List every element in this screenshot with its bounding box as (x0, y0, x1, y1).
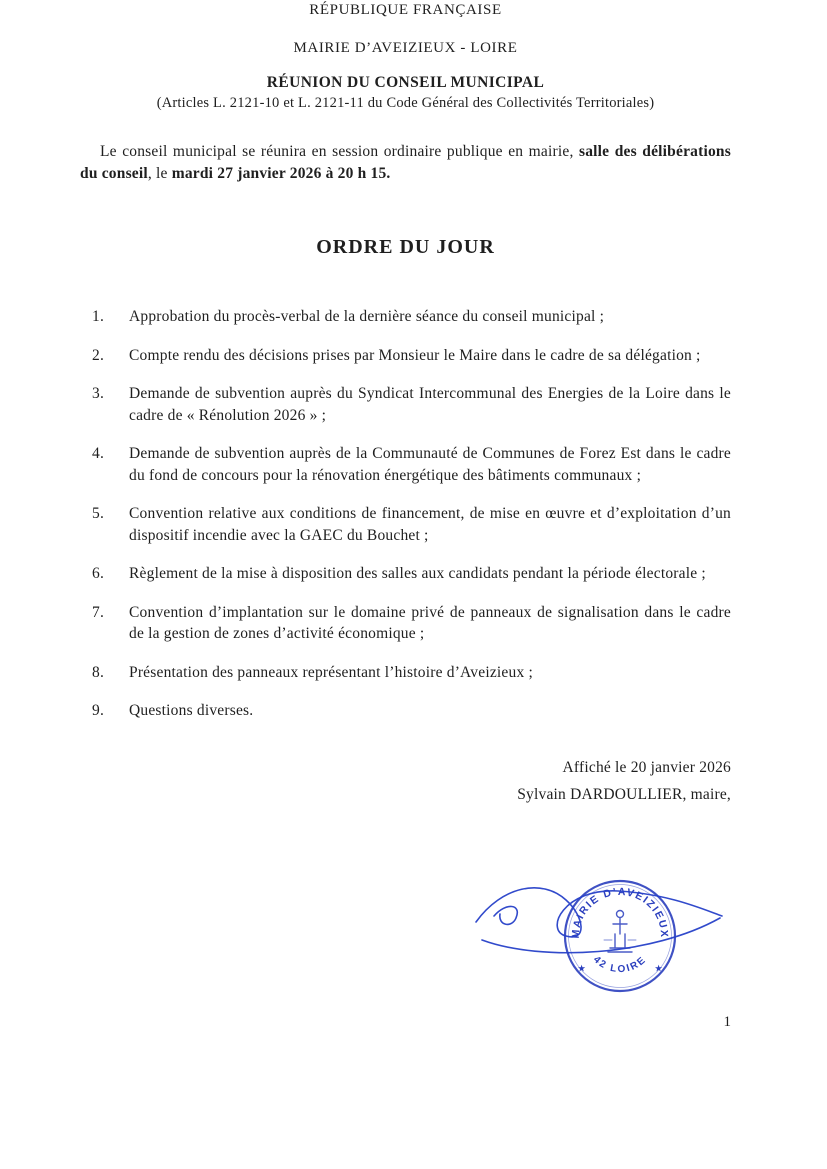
agenda-item-number: 3. (92, 385, 105, 402)
meeting-title: RÉUNION DU CONSEIL MUNICIPAL (266, 74, 545, 91)
agenda-item-text: Compte rendu des décisions prises par Monsieur le Maire dans le cadre de sa délégation ; (129, 346, 701, 364)
agenda-item (92, 662, 731, 684)
page-number: 1 (723, 1014, 731, 1030)
agenda-item (92, 443, 731, 486)
mairie-title: MAIRIE D’AVEIZIEUX - LOIRE (293, 40, 518, 56)
mayor-stamp-and-signature (470, 858, 730, 1008)
agenda-title: ORDRE DU JOUR (316, 236, 495, 258)
agenda-item-number: 2. (92, 346, 105, 364)
agenda-item (92, 306, 731, 328)
agenda-item (92, 563, 731, 585)
stamp-star-left-icon: ★ (578, 964, 586, 973)
agenda-item-text: Demande de subvention auprès de la Communauté de Communes de Forez Est dans le cadre du fond de concours pour la rénovation énergétique des bâtiments communaux ; (129, 445, 731, 484)
intro-text-1: Le conseil municipal se réunira en session ordinaire publique en mairie, (100, 143, 579, 160)
articles-reference: (Articles L. 2121-10 et L. 2121-11 du Code Général des Collectivités Territoriales) (156, 95, 655, 111)
agenda-item (92, 700, 731, 722)
agenda-item-number: 5. (92, 505, 105, 522)
svg-text:42 LOIRE (591, 954, 649, 975)
intro-text-4: mardi 27 janvier 2026 à 20 h 15. (171, 165, 391, 182)
signature-icon (476, 885, 722, 953)
signatory-name: Sylvain DARDOULLIER, maire, (517, 785, 731, 803)
agenda-item-text: Demande de subvention auprès du Syndicat Intercommunal des Energies de la Loire dans le cadre de « Rénolution 2026 » ; (129, 385, 731, 424)
agenda-item-text: Approbation du procès-verbal de la dernière séance du conseil municipal ; (129, 308, 605, 325)
agenda-item (92, 503, 731, 546)
stamp-emblem-icon (604, 911, 636, 953)
intro-text-3: , le (147, 165, 172, 182)
agenda-item-text: Questions diverses. (129, 702, 254, 719)
agenda-item (92, 345, 731, 367)
agenda-item (92, 383, 731, 426)
agenda-item-text: Présentation des panneaux représentant l’histoire d’Aveizieux ; (129, 663, 533, 681)
agenda-list (80, 306, 731, 722)
intro-text-2: salle des délibérations du conseil (80, 143, 731, 182)
agenda-item-number: 7. (92, 603, 105, 621)
agenda-item-number: 6. (92, 565, 105, 582)
agenda-item-text: Convention d’implantation sur le domaine privé de panneaux de signalisation dans le cadre de la gestion de zones d’activité économique ; (129, 603, 731, 642)
signature-block (80, 754, 731, 808)
stamp-bottom-text: 42 LOIRE (591, 954, 649, 976)
agenda-item-text: Règlement de la mise à disposition des salles aux candidats pendant la période électorale ; (129, 565, 706, 582)
agenda-item-number: 8. (92, 663, 105, 681)
stamp-star-right-icon: ★ (655, 964, 663, 973)
agenda-item (92, 602, 731, 645)
republic-title: RÉPUBLIQUE FRANÇAISE (309, 2, 502, 18)
agenda-item-number: 9. (92, 702, 105, 719)
intro-paragraph (80, 141, 731, 185)
document-header (80, 2, 731, 112)
stamp-top-text: MAIRIE D’AVEIZIEUX (569, 885, 671, 939)
posted-date: Affiché le 20 janvier 2026 (562, 758, 731, 776)
agenda-item-number: 4. (92, 445, 105, 462)
agenda-item-text: Convention relative aux conditions de financement, de mise en œuvre et d’exploitation d’un dispositif incendie avec la GAEC du Bouchet ; (129, 505, 731, 544)
agenda-item-number: 1. (92, 308, 105, 325)
